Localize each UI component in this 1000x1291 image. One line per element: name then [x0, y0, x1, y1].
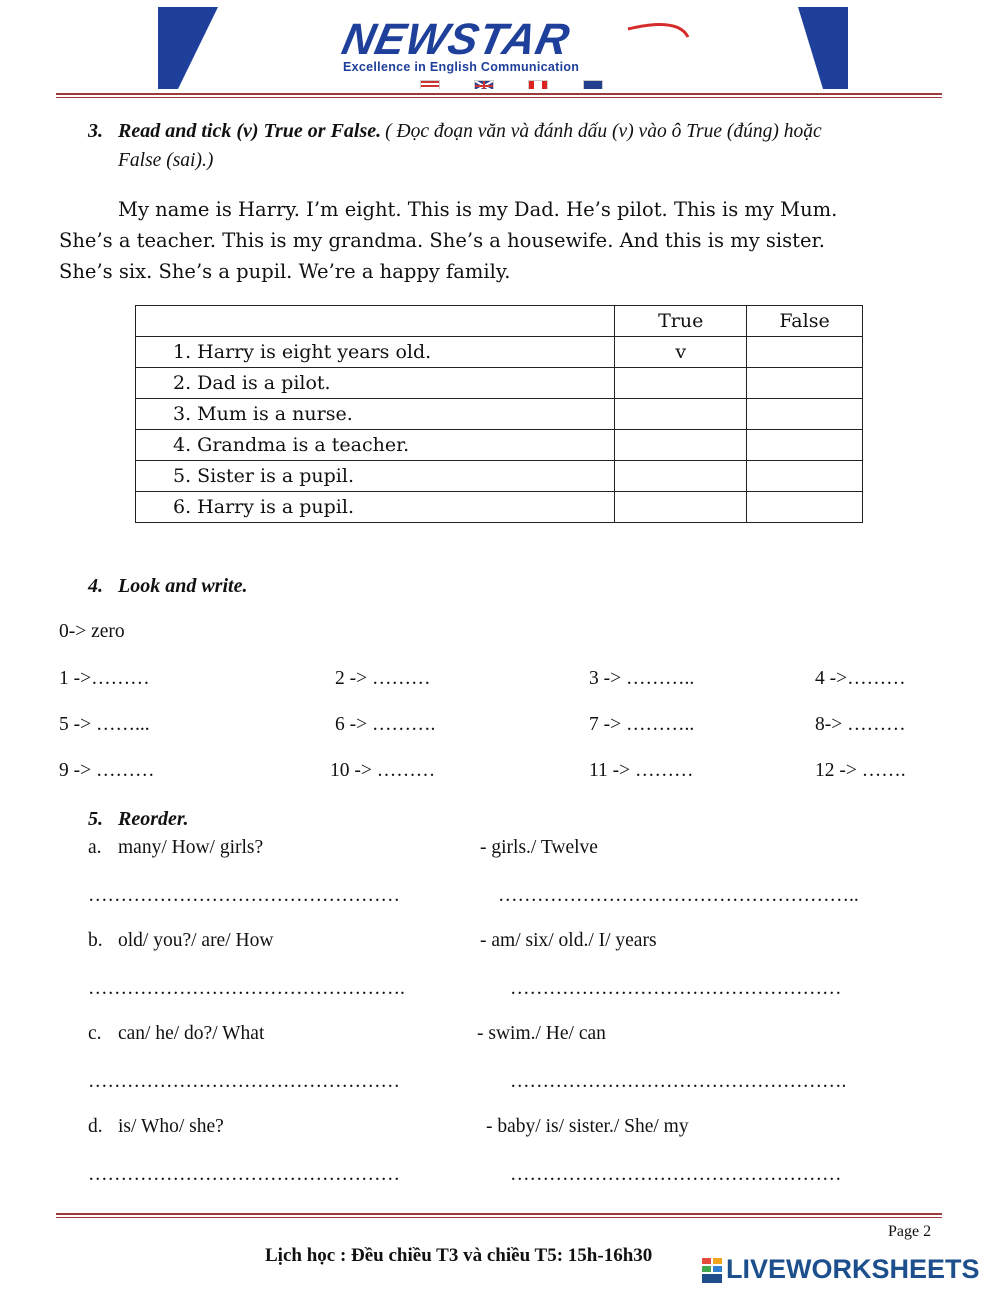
liveworksheets-watermark: [700, 1254, 1000, 1288]
section4-number: 4.: [88, 575, 103, 597]
number-answer-field[interactable]: 3 -> ………..: [589, 668, 695, 689]
true-tick-cell[interactable]: [615, 461, 747, 492]
usa-flag-icon: [420, 80, 440, 89]
reorder-answer-line[interactable]: …………………………………………….: [510, 1071, 847, 1092]
section4-example: 0-> zero: [59, 621, 125, 642]
reorder-question-line[interactable]: …………………………………………: [88, 1164, 400, 1185]
number-answer-field[interactable]: 4 ->………: [815, 668, 906, 689]
number-answer-field[interactable]: 9 -> ………: [59, 760, 155, 781]
number-answer-field[interactable]: 2 -> ………: [335, 668, 431, 689]
true-column-header: True: [615, 306, 747, 337]
false-tick-cell[interactable]: [747, 461, 863, 492]
section3-title: Read and tick (v) True or False.: [118, 120, 382, 142]
reorder-answer-prompt: - girls./ Twelve: [480, 837, 598, 858]
header-rule-thin: [56, 97, 942, 98]
passage-line-2: She’s a teacher. This is my grandma. She’s a housewife. And this is my sister.: [59, 229, 825, 252]
section3-subtitle: ( Đọc đoạn văn và đánh dấu (v) vào ô True (đúng) hoặc: [385, 121, 822, 142]
table-header-row: [136, 306, 863, 337]
reorder-question: can/ he/ do?/ What: [118, 1023, 265, 1044]
reorder-label: a.: [88, 837, 102, 858]
number-answer-field[interactable]: 5 -> ……...: [59, 714, 150, 735]
section3-number: 3.: [88, 120, 103, 142]
reorder-answer-prompt: - swim./ He/ can: [477, 1023, 606, 1044]
uk-flag-icon: [474, 80, 494, 89]
liveworksheets-logo-icon: [700, 1258, 724, 1284]
reorder-question: old/ you?/ are/ How: [118, 930, 274, 951]
statement-cell: 4. Grandma is a teacher.: [136, 430, 615, 461]
australia-flag-icon: [583, 80, 603, 89]
section3-heading: [118, 120, 822, 143]
section5-title: Reorder.: [118, 808, 189, 830]
number-answer-field[interactable]: 12 -> …….: [815, 760, 906, 781]
header-blank-cell: [136, 306, 615, 337]
false-tick-cell[interactable]: [747, 368, 863, 399]
reorder-answer-line[interactable]: ……………………………………………: [510, 1164, 842, 1185]
table-row: [136, 399, 863, 430]
true-tick-cell[interactable]: v: [615, 337, 747, 368]
table-row: [136, 430, 863, 461]
reorder-answer-prompt: - baby/ is/ sister./ She/ my: [486, 1116, 689, 1137]
page-number: Page 2: [888, 1223, 932, 1240]
reorder-answer-prompt: - am/ six/ old./ I/ years: [480, 930, 657, 951]
schedule-note: Lịch học : Đều chiều T3 và chiều T5: 15h-16h30: [265, 1245, 653, 1266]
reorder-question: is/ Who/ she?: [118, 1116, 224, 1137]
false-column-header: False: [747, 306, 863, 337]
statement-cell: 3. Mum is a nurse.: [136, 399, 615, 430]
true-tick-cell[interactable]: [615, 430, 747, 461]
number-answer-field[interactable]: 6 -> ……….: [335, 714, 436, 735]
footer-rule-thin: [56, 1217, 942, 1218]
table-row: [136, 461, 863, 492]
number-answer-field[interactable]: 8-> ………: [815, 714, 906, 735]
number-answer-field[interactable]: 11 -> ………: [589, 760, 694, 781]
false-tick-cell[interactable]: [747, 399, 863, 430]
section3-subtitle-cont: False (sai).): [118, 150, 214, 171]
true-tick-cell[interactable]: [615, 492, 747, 523]
number-answer-field[interactable]: 7 -> ………..: [589, 714, 695, 735]
statement-cell: 6. Harry is a pupil.: [136, 492, 615, 523]
reorder-answer-line[interactable]: ……………………………………………: [510, 978, 842, 999]
liveworksheets-brand: LIVEWORKSHEETS: [726, 1254, 980, 1284]
canada-flag-icon: [528, 80, 548, 89]
false-tick-cell[interactable]: [747, 430, 863, 461]
true-false-table: [135, 305, 863, 523]
header-banner: [158, 7, 848, 89]
passage-line-3: She’s six. She’s a pupil. We’re a happy family.: [59, 260, 511, 283]
false-tick-cell[interactable]: [747, 337, 863, 368]
footer-rule: [56, 1213, 942, 1215]
statement-cell: 2. Dad is a pilot.: [136, 368, 615, 399]
reorder-label: b.: [88, 930, 103, 951]
section5-number: 5.: [88, 808, 103, 830]
statement-cell: 5. Sister is a pupil.: [136, 461, 615, 492]
reorder-label: c.: [88, 1023, 102, 1044]
table-row: [136, 492, 863, 523]
passage-line-1: My name is Harry. I’m eight. This is my Dad. He’s pilot. This is my Mum.: [118, 198, 838, 221]
true-tick-cell[interactable]: [615, 368, 747, 399]
section4-title: Look and write.: [118, 575, 248, 597]
reorder-question-line[interactable]: …………………………………………: [88, 885, 400, 906]
newstar-logo: NEWSTAR: [337, 15, 575, 64]
true-tick-cell[interactable]: [615, 399, 747, 430]
false-tick-cell[interactable]: [747, 492, 863, 523]
number-answer-field[interactable]: 1 ->………: [59, 668, 150, 689]
reorder-question-line[interactable]: …………………………………………: [88, 1071, 400, 1092]
table-row: [136, 337, 863, 368]
header-rule: [56, 93, 942, 95]
reorder-label: d.: [88, 1116, 103, 1137]
logo-tagline: Excellence in English Communication: [343, 60, 580, 74]
statement-cell: 1. Harry is eight years old.: [136, 337, 615, 368]
number-answer-field[interactable]: 10 -> ………: [330, 760, 436, 781]
reorder-question: many/ How/ girls?: [118, 837, 264, 858]
table-row: [136, 368, 863, 399]
reorder-answer-line[interactable]: ………………………………………………..: [498, 885, 859, 906]
reorder-question-line[interactable]: ………………………………………….: [88, 978, 405, 999]
